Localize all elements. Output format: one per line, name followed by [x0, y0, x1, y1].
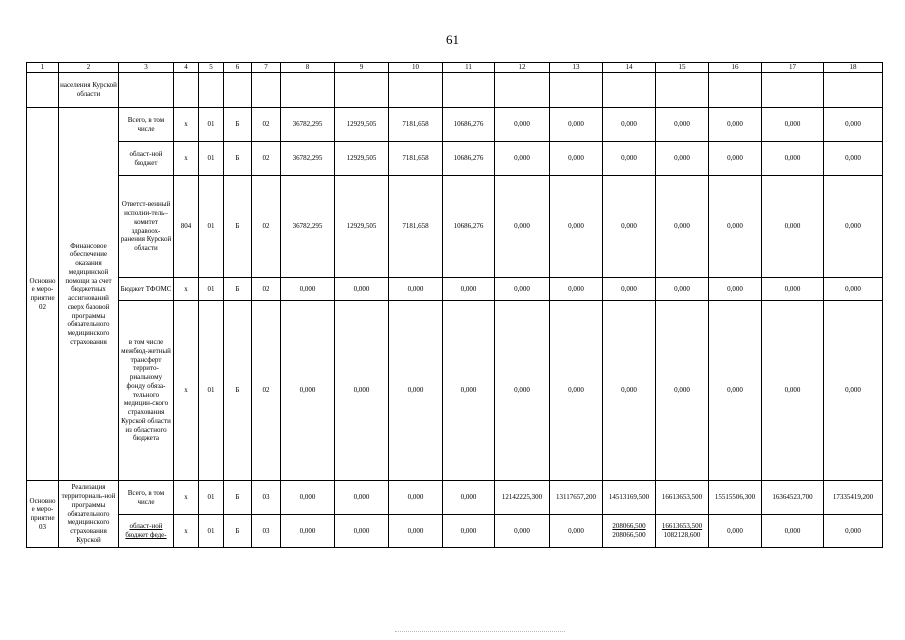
- header-cell: 5: [199, 63, 224, 73]
- value-cell: 0,000: [281, 278, 335, 301]
- table-row: [27, 278, 883, 301]
- code-cell: Б: [224, 108, 252, 142]
- header-cell: 2: [59, 63, 119, 73]
- value-cell: 0,000: [603, 278, 656, 301]
- cell-empty: [27, 73, 59, 108]
- event-number: Основное меро-приятие 02: [27, 108, 59, 481]
- code-cell: 03: [252, 515, 281, 548]
- source-label: Бюджет ТФОМС: [119, 278, 174, 301]
- code-cell: х: [174, 142, 199, 176]
- code-cell: 804: [174, 176, 199, 278]
- value-line: 208066,500: [612, 522, 646, 531]
- value-line: 16613653,500: [661, 522, 703, 531]
- value-cell: 0,000: [709, 515, 762, 548]
- value-cell: 0,000: [603, 108, 656, 142]
- value-cell: 10686,276: [443, 108, 495, 142]
- header-cell: 14: [603, 63, 656, 73]
- code-cell: 01: [199, 278, 224, 301]
- value-cell: 0,000: [389, 481, 443, 515]
- value-cell: 10686,276: [443, 142, 495, 176]
- value-cell: 7181,658: [389, 176, 443, 278]
- header-cell: 12: [495, 63, 550, 73]
- value-cell: 16613653,500: [656, 481, 709, 515]
- code-cell: 03: [252, 481, 281, 515]
- value-cell: 0,000: [281, 301, 335, 481]
- value-cell: 0,000: [281, 515, 335, 548]
- code-cell: Б: [224, 481, 252, 515]
- value-cell: 16364523,700: [762, 481, 824, 515]
- value-cell: 10686,276: [443, 176, 495, 278]
- header-cell: 13: [550, 63, 603, 73]
- value-cell: 0,000: [335, 301, 389, 481]
- value-cell: 36782,295: [281, 176, 335, 278]
- value-cell: 0,000: [656, 176, 709, 278]
- event-name: Реализация территориаль-ной программы обязательного медицинского страхования Курской: [59, 481, 119, 548]
- value-cell: 0,000: [389, 515, 443, 548]
- header-cell: 1: [27, 63, 59, 73]
- page-number: 61: [446, 32, 459, 47]
- value-cell: 36782,295: [281, 142, 335, 176]
- code-cell: 01: [199, 301, 224, 481]
- code-cell: Б: [224, 301, 252, 481]
- code-cell: 01: [199, 481, 224, 515]
- value-cell: 0,000: [656, 142, 709, 176]
- code-cell: 01: [199, 142, 224, 176]
- value-cell: 0,000: [443, 481, 495, 515]
- event-name: Финансовое обеспечение оказания медицинской помощи за счет бюджетных ассигнований сверх базовой программы обязательного медицинского страхования: [59, 108, 119, 481]
- value-line: 208066,500: [612, 531, 646, 539]
- code-cell: х: [174, 278, 199, 301]
- code-cell: 01: [199, 108, 224, 142]
- value-cell: 0,000: [762, 515, 824, 548]
- header-cell: 10: [389, 63, 443, 73]
- table-row: [27, 481, 883, 515]
- value-cell: 0,000: [709, 108, 762, 142]
- source-label: Всего, в том числе: [119, 108, 174, 142]
- value-cell: 0,000: [495, 301, 550, 481]
- value-cell: 0,000: [762, 278, 824, 301]
- header-cell: 15: [656, 63, 709, 73]
- value-cell: 13117657,200: [550, 481, 603, 515]
- footer-fragment: [395, 631, 565, 635]
- table-row: [27, 73, 883, 108]
- code-cell: 02: [252, 176, 281, 278]
- value-cell: 0,000: [443, 515, 495, 548]
- value-cell: 0,000: [550, 301, 603, 481]
- table-row: [27, 176, 883, 278]
- value-cell: 0,000: [603, 176, 656, 278]
- value-cell: 12929,505: [335, 176, 389, 278]
- value-cell: 0,000: [335, 515, 389, 548]
- budget-table: [26, 62, 883, 548]
- table-row: [27, 108, 883, 142]
- value-cell: 0,000: [550, 278, 603, 301]
- header-row: [27, 63, 883, 73]
- value-line: 1082128,600: [663, 531, 701, 539]
- value-cell: 0,000: [709, 278, 762, 301]
- value-cell: 0,000: [335, 278, 389, 301]
- header-cell: 3: [119, 63, 174, 73]
- value-cell: 0,000: [443, 278, 495, 301]
- value-cell: 0,000: [824, 176, 883, 278]
- header-cell: 6: [224, 63, 252, 73]
- header-cell: 18: [824, 63, 883, 73]
- code-cell: Б: [224, 142, 252, 176]
- event-number: Основное меро-приятие 03: [27, 481, 59, 548]
- value-cell: 0,000: [824, 278, 883, 301]
- header-cell: 9: [335, 63, 389, 73]
- value-cell: 0,000: [824, 108, 883, 142]
- value-cell: 0,000: [443, 301, 495, 481]
- value-cell: 0,000: [495, 278, 550, 301]
- code-cell: Б: [224, 278, 252, 301]
- value-cell: 0,000: [335, 481, 389, 515]
- code-cell: х: [174, 481, 199, 515]
- value-cell: 0,000: [709, 142, 762, 176]
- code-cell: х: [174, 108, 199, 142]
- source-label: в том числе межбюд-жетный трансферт террито-риальному фонду обяза-тельного медицин-ского страхования Курской области из областного бюджета: [119, 301, 174, 481]
- value-cell: 0,000: [656, 108, 709, 142]
- value-cell: 0,000: [281, 481, 335, 515]
- value-cell: 0,000: [762, 142, 824, 176]
- value-cell: 0,000: [389, 278, 443, 301]
- value-cell: 0,000: [389, 301, 443, 481]
- value-cell: 0,000: [550, 176, 603, 278]
- value-cell: 0,000: [550, 142, 603, 176]
- code-cell: х: [174, 515, 199, 548]
- value-cell: 0,000: [550, 515, 603, 548]
- value-cell: 0,000: [762, 301, 824, 481]
- value-cell: 17335419,200: [824, 481, 883, 515]
- value-cell: 7181,658: [389, 108, 443, 142]
- code-cell: Б: [224, 176, 252, 278]
- value-cell: 15515506,300: [709, 481, 762, 515]
- value-cell: 12929,505: [335, 142, 389, 176]
- value-cell: 0,000: [824, 301, 883, 481]
- value-cell: 0,000: [656, 301, 709, 481]
- table-row: [27, 142, 883, 176]
- table-row: [27, 515, 883, 548]
- value-cell: 12929,505: [335, 108, 389, 142]
- code-cell: 02: [252, 142, 281, 176]
- cont-label: населения Курской области: [59, 73, 119, 108]
- header-cell: 7: [252, 63, 281, 73]
- header-cell: 4: [174, 63, 199, 73]
- value-cell: 0,000: [495, 142, 550, 176]
- value-cell: 0,000: [709, 301, 762, 481]
- value-cell: 0,000: [495, 176, 550, 278]
- value-cell: 7181,658: [389, 142, 443, 176]
- code-cell: Б: [224, 515, 252, 548]
- value-cell: 0,000: [762, 108, 824, 142]
- source-label: област-ной бюджет феде-: [119, 515, 174, 548]
- value-cell-stacked: [603, 515, 656, 548]
- value-cell-stacked: [656, 515, 709, 548]
- header-cell: 16: [709, 63, 762, 73]
- value-cell: 0,000: [495, 515, 550, 548]
- code-cell: 02: [252, 278, 281, 301]
- value-cell: 0,000: [656, 278, 709, 301]
- value-cell: 0,000: [603, 142, 656, 176]
- value-cell: 0,000: [603, 301, 656, 481]
- code-cell: х: [174, 301, 199, 481]
- table-row: [27, 301, 883, 481]
- source-label: Всего, в том числе: [119, 481, 174, 515]
- header-cell: 11: [443, 63, 495, 73]
- source-label: Ответст-венный исполни-тель– комитет здравоох-ранения Курской области: [119, 176, 174, 278]
- header-cell: 8: [281, 63, 335, 73]
- code-cell: 02: [252, 108, 281, 142]
- value-cell: 0,000: [550, 108, 603, 142]
- code-cell: 01: [199, 515, 224, 548]
- value-cell: 0,000: [824, 142, 883, 176]
- source-label: област-ной бюджет: [119, 142, 174, 176]
- code-cell: 01: [199, 176, 224, 278]
- value-cell: 14513169,500: [603, 481, 656, 515]
- value-cell: 0,000: [709, 176, 762, 278]
- value-cell: 0,000: [824, 515, 883, 548]
- value-cell: 0,000: [762, 176, 824, 278]
- value-cell: 12142225,300: [495, 481, 550, 515]
- value-cell: 0,000: [495, 108, 550, 142]
- value-cell: 36782,295: [281, 108, 335, 142]
- code-cell: 02: [252, 301, 281, 481]
- header-cell: 17: [762, 63, 824, 73]
